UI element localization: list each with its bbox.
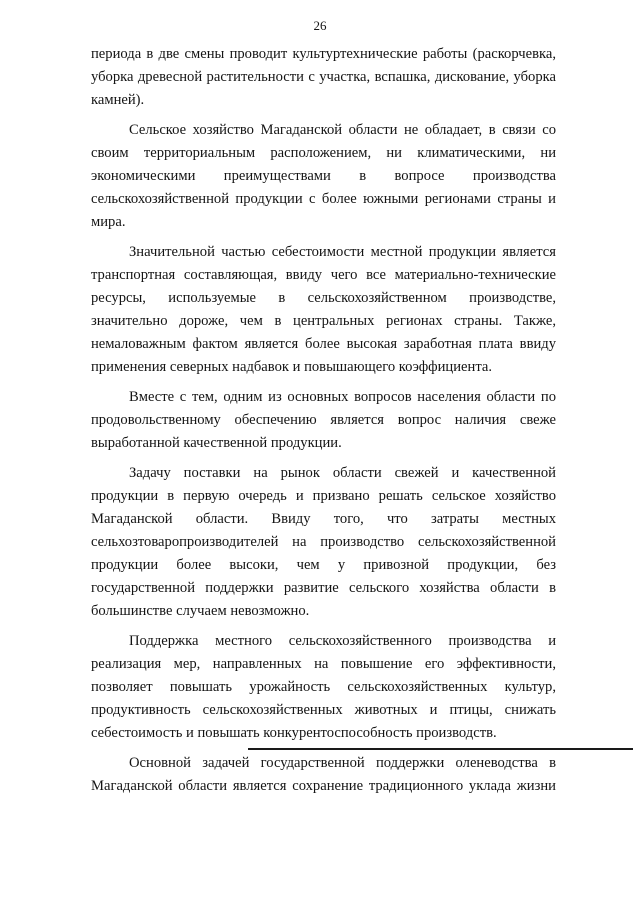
footnote-separator-line bbox=[248, 748, 633, 750]
paragraph: Поддержка местного сельскохозяйственного производства и реализация мер, направленных на повышение его эффективности, позволяет повышать урожайность сельскохозяйственных культур, продуктивность сельскохозяйственных животных и птицы, снижать себестоимость и повышать конкурентоспособность производств. bbox=[91, 633, 556, 741]
paragraph: Задачу поставки на рынок области свежей и качественной продукции в первую очередь и призвано решать сельское хозяйство Магаданской области. Ввиду того, что затраты местных сельхозтоваропроизводителей на производство сельскохозяйственной продукции более высоки, чем у привозной продукции, без государственной поддержки развитие сельского хозяйства области в большинстве случаем невозможно. bbox=[91, 465, 556, 619]
paragraph: Значительной частью себестоимости местной продукции является транспортная составляющая, ввиду чего все материально-технические ресурсы, используемые в сельскохозяйственном производстве, значительно дороже, чем в центральных регионах страны. Также, немаловажным фактом является более высокая заработная плата ввиду применения северных надбавок и повышающего коэффициента. bbox=[91, 244, 556, 375]
paragraph: периода в две смены проводит культуртехнические работы (раскорчевка, уборка древесной растительности с участка, вспашка, дискование, уборка камней). bbox=[91, 46, 556, 108]
body-text bbox=[91, 43, 556, 805]
paragraph: Вместе с тем, одним из основных вопросов населения области по продовольственному обеспечению является вопрос наличия свеже выработанной качественной продукции. bbox=[91, 389, 556, 451]
paragraph: Основной задачей государственной поддержки оленеводства в Магаданской области является сохранение традиционного уклада жизни bbox=[91, 755, 556, 794]
page-number: 26 bbox=[313, 18, 327, 33]
paragraph: Сельское хозяйство Магаданской области не обладает, в связи со своим территориальным расположением, ни климатическими, ни экономическими преимуществами в вопросе производства сельскохозяйственной продукции с более южными регионами страны и мира. bbox=[91, 122, 556, 230]
